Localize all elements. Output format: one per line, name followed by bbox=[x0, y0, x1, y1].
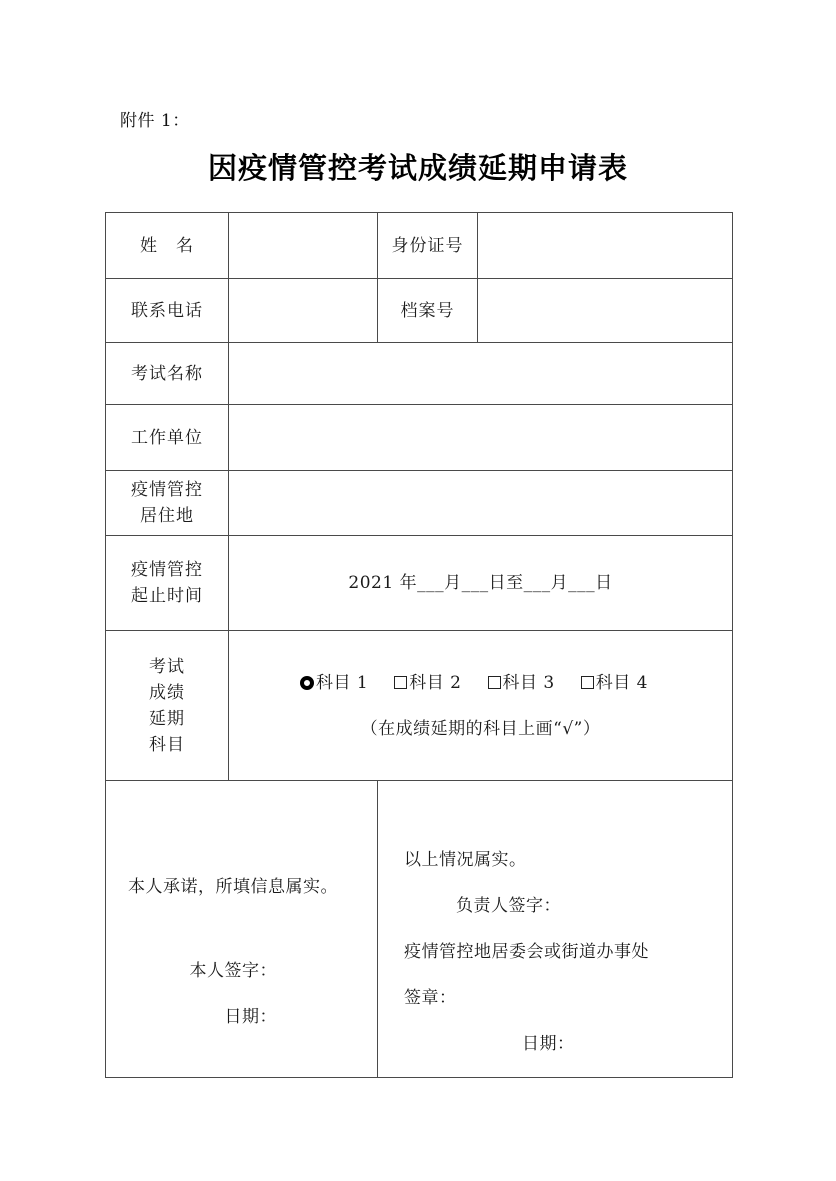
subject-option-2[interactable] bbox=[394, 670, 461, 696]
authority-date-label[interactable]: 日期： bbox=[522, 1034, 575, 1054]
label-archive-number: 档案号 bbox=[378, 279, 478, 343]
subjects-selection-area bbox=[229, 631, 733, 781]
table-row bbox=[106, 213, 733, 279]
page-title: 因疫情管控考试成绩延期申请表 bbox=[207, 151, 628, 185]
field-exam-name-value[interactable] bbox=[229, 343, 733, 405]
applicant-declaration-cell bbox=[106, 781, 378, 1078]
table-row bbox=[106, 471, 733, 536]
applicant-declaration-content bbox=[106, 808, 377, 1050]
authority-organization: 疫情管控地居委会或街道办事处 bbox=[404, 942, 649, 962]
table-row bbox=[106, 279, 733, 343]
label-control-period-line2: 起止时间 bbox=[131, 586, 203, 606]
table-row bbox=[106, 405, 733, 471]
subjects-note: （在成绩延期的科目上画“√”） bbox=[360, 718, 601, 739]
field-control-period-value[interactable]: 2021 年___月___日至___月___日 bbox=[229, 536, 733, 631]
label-phone: 联系电话 bbox=[106, 279, 229, 343]
empty-checkbox-icon[interactable] bbox=[394, 676, 407, 689]
label-deferred-subjects-line4: 科目 bbox=[149, 734, 185, 755]
table-row bbox=[106, 781, 733, 1078]
attachment-label: 附件 1： bbox=[120, 111, 190, 131]
label-deferred-subjects-line3: 延期 bbox=[149, 708, 185, 729]
filled-radio-icon[interactable] bbox=[300, 676, 314, 690]
applicant-signature-label[interactable]: 本人签字： bbox=[189, 961, 277, 981]
label-name: 姓 名 bbox=[106, 213, 229, 279]
label-control-period-line1: 疫情管控 bbox=[131, 560, 203, 580]
subject-option-4-label: 科目 4 bbox=[595, 672, 648, 693]
subject-option-1[interactable] bbox=[300, 670, 368, 696]
application-form-table bbox=[105, 212, 733, 1078]
authority-declaration-cell bbox=[378, 781, 733, 1078]
label-residence bbox=[106, 471, 229, 536]
table-row bbox=[106, 343, 733, 405]
label-work-unit: 工作单位 bbox=[106, 405, 229, 471]
empty-checkbox-icon[interactable] bbox=[581, 676, 594, 689]
field-name-value[interactable] bbox=[229, 213, 378, 279]
subject-option-3[interactable] bbox=[488, 670, 555, 696]
field-residence-value[interactable] bbox=[229, 471, 733, 536]
label-deferred-subjects-line2: 成绩 bbox=[149, 682, 185, 703]
field-archive-number-value[interactable] bbox=[478, 279, 733, 343]
subject-option-2-label: 科目 2 bbox=[409, 672, 462, 693]
label-control-period bbox=[106, 536, 229, 631]
authority-declaration-content bbox=[378, 781, 732, 1077]
subject-options-row bbox=[229, 670, 732, 696]
authority-seal-label[interactable]: 签章： bbox=[404, 988, 457, 1008]
empty-checkbox-icon[interactable] bbox=[488, 676, 501, 689]
field-id-number-value[interactable] bbox=[478, 213, 733, 279]
field-phone-value[interactable] bbox=[229, 279, 378, 343]
authority-statement: 以上情况属实。 bbox=[404, 850, 527, 870]
subject-option-1-label: 科目 1 bbox=[316, 672, 369, 693]
label-residence-line2: 居住地 bbox=[140, 506, 194, 526]
subject-option-4[interactable] bbox=[581, 670, 648, 696]
label-deferred-subjects-line1: 考试 bbox=[149, 656, 185, 677]
field-work-unit-value[interactable] bbox=[229, 405, 733, 471]
authority-person-signature-label[interactable]: 负责人签字： bbox=[456, 896, 561, 916]
table-row bbox=[106, 536, 733, 631]
table-row bbox=[106, 631, 733, 781]
applicant-statement: 本人承诺，所填信息属实。 bbox=[128, 877, 338, 897]
applicant-date-label[interactable]: 日期： bbox=[224, 1007, 277, 1027]
label-residence-line1: 疫情管控 bbox=[131, 480, 203, 500]
label-deferred-subjects bbox=[106, 631, 229, 781]
label-id-number: 身份证号 bbox=[378, 213, 478, 279]
label-exam-name: 考试名称 bbox=[106, 343, 229, 405]
subject-option-3-label: 科目 3 bbox=[502, 672, 555, 693]
